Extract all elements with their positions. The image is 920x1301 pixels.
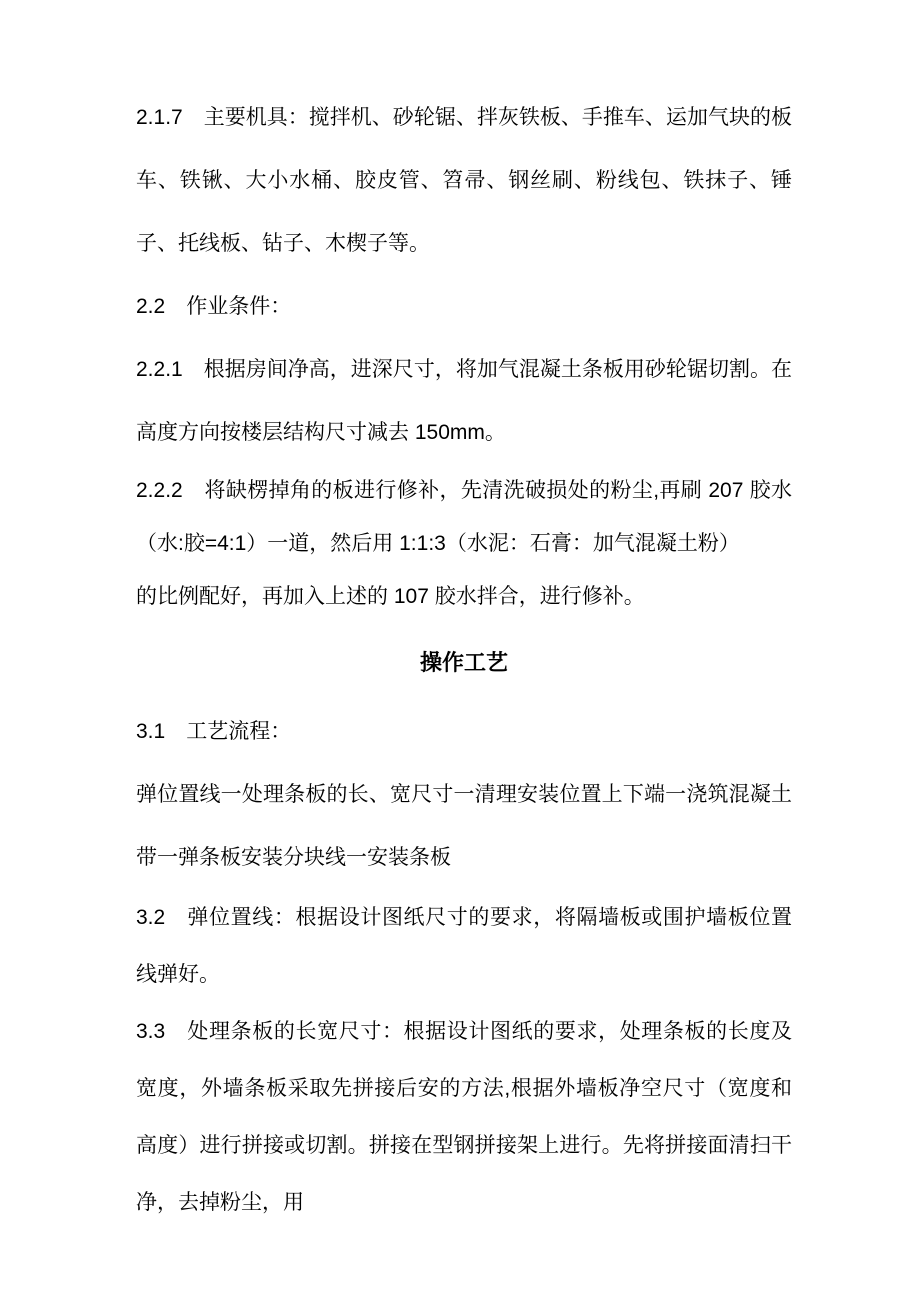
- section-heading: 操作工艺: [419, 650, 508, 675]
- paragraph-3-2: 3.2 弹位置线：根据设计图纸尺寸的要求，将隔墙板或围护墙板位置线弹好。: [136, 906, 792, 986]
- paragraph-2-2-1: 2.2.1 根据房间净高，进深尺寸，将加气混凝土条板用砂轮锯切割。在高度方向按楼层结构尺寸减去 150mm。: [136, 358, 792, 444]
- paragraph-2-1-7: 2.1.7 主要机具：搅拌机、砂轮锯、拌灰铁板、手推车、运加气块的板车、铁锹、大小水桶、胶皮管、笤帚、钢丝刷、粉线包、铁抹子、锤子、托线板、钻子、木楔子等。: [136, 106, 792, 255]
- paragraph-2-2: 2.2 作业条件：: [136, 295, 292, 318]
- paragraph-text: 的比例配好，再加入上述的 107 胶水拌合，进行修补。: [136, 585, 645, 608]
- paragraph-3-3: 3.3 处理条板的长宽尺寸：根据设计图纸的要求，处理条板的长度及宽度，外墙条板采取先拼接后安的方法,根据外墙板净空尺寸（宽度和高度）进行拼接或切割。拼接在型钢拼接架上进行。先将拼接面清扫干净，去掉粉尘，用: [136, 1020, 792, 1214]
- paragraph-2-2-2: [136, 464, 792, 623]
- paragraph-process-flow: 弹位置线一处理条板的长、宽尺寸一清理安装位置上下端一浇筑混凝土带一弹条板安装分块线一安装条板: [136, 783, 792, 869]
- paragraph-3-1: 3.1 工艺流程：: [136, 720, 292, 743]
- paragraph-text: 2.2.2 将缺楞掉角的板进行修补，先清洗破损处的粉尘,再刷 207 胶水（水:胶=4:1）一道，然后用 1:1:3（水泥：石膏：加气混凝土粉）: [136, 479, 792, 555]
